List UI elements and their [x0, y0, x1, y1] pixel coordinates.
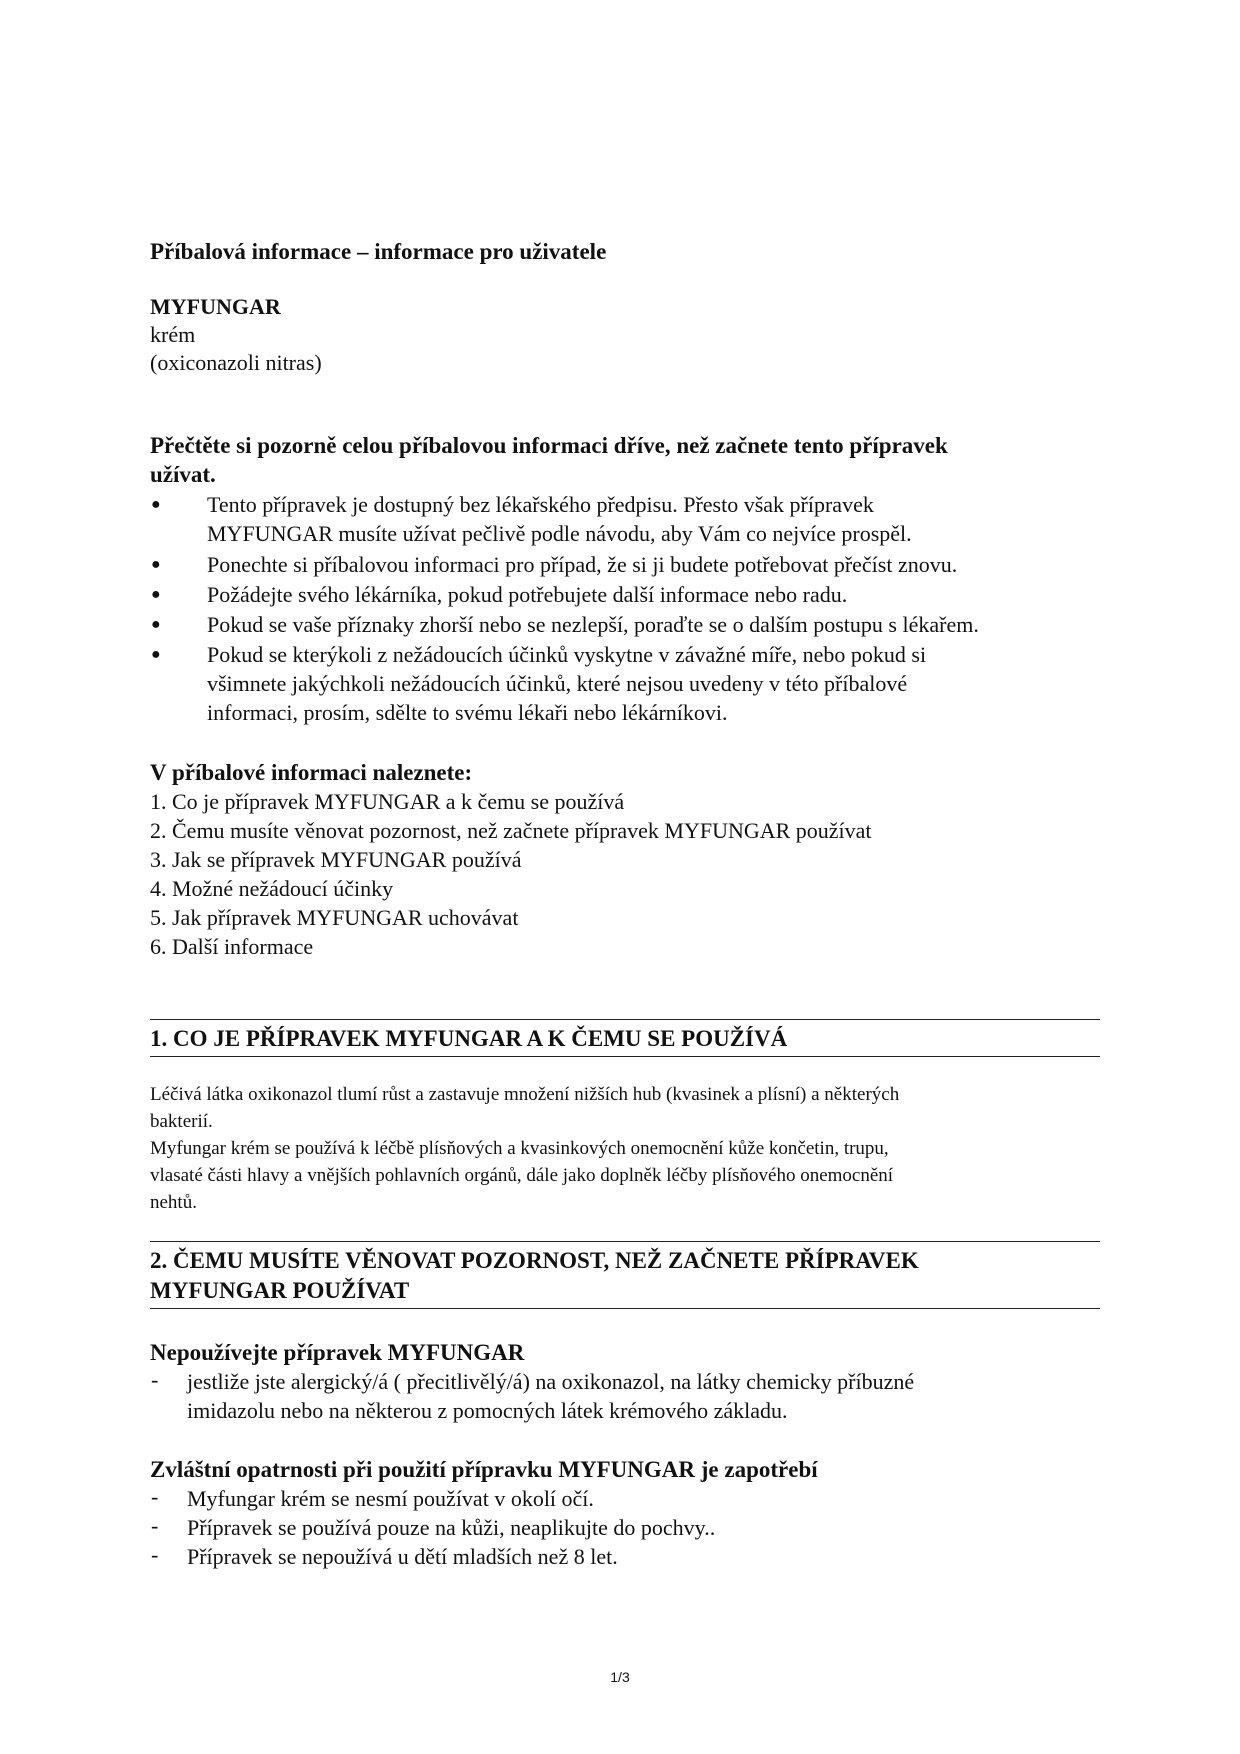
do-not-use-heading: Nepoužívejte přípravek MYFUNGAR [150, 1340, 525, 1365]
read-carefully-heading-cont: užívat. [150, 462, 216, 487]
special-care-item: Přípravek se používá pouze na kůži, neaplikujte do pochvy.. [187, 1515, 716, 1540]
bullet-item: Pokud se vaše příznaky zhorší nebo se nezlepší, poraďte se o dalším postupu s lékařem. [207, 612, 979, 637]
do-not-use-item: jestliže jste alergický/á ( přecitlivělý/á) na oxikonazol, na látky chemicky příbuzné imidazolu nebo na některou z pomocných látek krémového základu. [187, 1369, 915, 1423]
toc-item: 3. Jak se přípravek MYFUNGAR používá [150, 847, 522, 872]
page-number: 1/3 [610, 1669, 630, 1685]
dash-icon: - [151, 1513, 159, 1538]
bullet-icon: ● [151, 556, 161, 573]
document-title: Příbalová informace – informace pro uživatele [150, 239, 607, 264]
section2-heading: 2. ČEMU MUSÍTE VĚNOVAT POZORNOST, NEŽ ZAČNETE PŘÍPRAVEK [150, 1248, 919, 1273]
special-care-item: Přípravek se nepoužívá u dětí mladších než 8 let. [187, 1544, 618, 1569]
section2-heading-cont: MYFUNGAR POUŽÍVAT [150, 1278, 410, 1303]
section-divider [150, 1056, 1100, 1057]
section1-body: Léčivá látka oxikonazol tlumí růst a zastavuje množení nižších hub (kvasinek a plísní) a některých bakterií. Myfungar krém se používá k léčbě plísňových a kvasinkových onemocnění kůže končetin, trupu, vlasaté části hlavy a vnějších pohlavních orgánů, dále jako doplněk léčby plísňového onemocnění nehtů. [150, 1084, 900, 1213]
special-care-heading: Zvláštní opatrnosti při použití přípravku MYFUNGAR je zapotřebí [150, 1457, 818, 1482]
dash-icon: - [151, 1484, 159, 1509]
section-divider [150, 1241, 1100, 1242]
section-divider [150, 1019, 1100, 1020]
dash-icon: - [151, 1367, 159, 1392]
toc-heading: V příbalové informaci naleznete: [150, 760, 473, 785]
bullet-item: Požádejte svého lékárníka, pokud potřebujete další informace nebo radu. [207, 582, 848, 607]
bullet-icon: ● [151, 646, 161, 663]
product-name: MYFUNGAR [150, 294, 281, 319]
bullet-item: Pokud se kterýkoli z nežádoucích účinků vyskytne v závažné míře, nebo pokud si všimnete jakýchkoli nežádoucích účinků, které nejsou uvedeny v této příbalové informaci, prosím, sdělte to svému lékaři nebo lékárníkovi. [207, 642, 927, 725]
toc-item: 2. Čemu musíte věnovat pozornost, než začnete přípravek MYFUNGAR používat [150, 818, 872, 843]
toc-item: 5. Jak přípravek MYFUNGAR uchovávat [150, 905, 519, 930]
special-care-item: Myfungar krém se nesmí používat v okolí očí. [187, 1486, 594, 1511]
product-substance: (oxiconazoli nitras) [150, 350, 322, 375]
bullet-icon: ● [151, 616, 161, 633]
toc-item: 4. Možné nežádoucí účinky [150, 876, 394, 901]
bullet-item: Ponechte si příbalovou informaci pro případ, že si ji budete potřebovat přečíst znovu. [207, 552, 958, 577]
product-form: krém [150, 322, 196, 347]
dash-icon: - [151, 1542, 159, 1567]
bullet-item: Tento přípravek je dostupný bez lékařského předpisu. Přesto však přípravek MYFUNGAR musíte užívat pečlivě podle návodu, aby Vám co nejvíce prospěl. [207, 492, 912, 546]
bullet-icon: ● [151, 496, 161, 513]
read-carefully-heading: Přečtěte si pozorně celou příbalovou informaci dříve, než začnete tento přípravek [150, 433, 948, 458]
toc-item: 1. Co je přípravek MYFUNGAR a k čemu se používá [150, 789, 625, 814]
bullet-icon: ● [151, 586, 161, 603]
section-divider [150, 1308, 1100, 1309]
toc-item: 6. Další informace [150, 934, 314, 959]
section1-heading: 1. CO JE PŘÍPRAVEK MYFUNGAR A K ČEMU SE POUŽÍVÁ [150, 1026, 788, 1051]
